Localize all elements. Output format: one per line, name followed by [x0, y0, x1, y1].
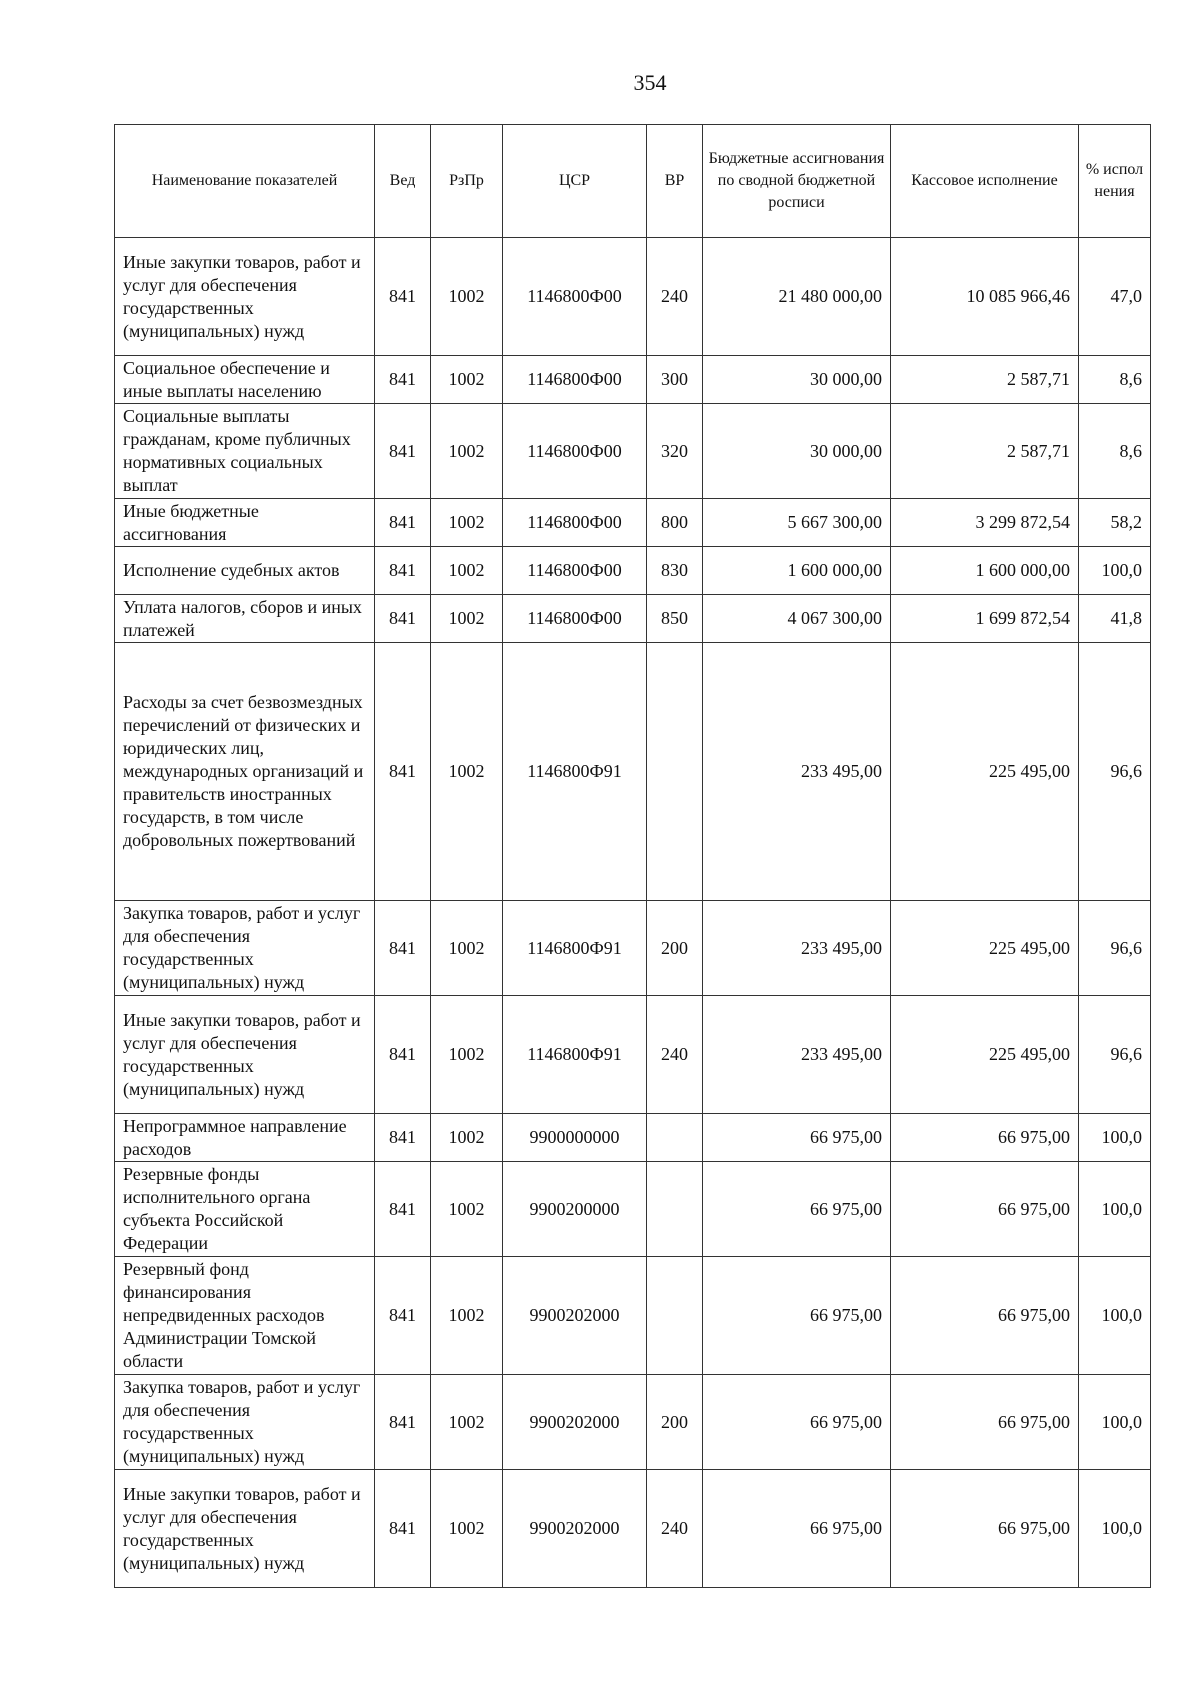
budget-execution-table	[114, 124, 1151, 1588]
cell-budget: 233 495,00	[703, 996, 891, 1114]
header-budget: Бюджетные ассигнования по сводной бюджетной росписи	[703, 125, 891, 238]
cell-percent: 8,6	[1079, 356, 1151, 404]
cell-ved: 841	[375, 643, 431, 901]
cell-budget: 66 975,00	[703, 1375, 891, 1470]
table-row	[115, 901, 1151, 996]
cell-name: Иные закупки товаров, работ и услуг для обеспечения государственных (муниципальных) нужд	[115, 996, 375, 1114]
cell-percent: 100,0	[1079, 547, 1151, 595]
header-name: Наименование показателей	[115, 125, 375, 238]
cell-budget: 66 975,00	[703, 1257, 891, 1375]
cell-cash: 1 699 872,54	[891, 595, 1079, 643]
cell-percent: 96,6	[1079, 643, 1151, 901]
cell-cash: 66 975,00	[891, 1470, 1079, 1588]
cell-csr: 9900000000	[503, 1114, 647, 1162]
cell-percent: 100,0	[1079, 1470, 1151, 1588]
cell-percent: 58,2	[1079, 499, 1151, 547]
cell-rzpr: 1002	[431, 996, 503, 1114]
cell-rzpr: 1002	[431, 1162, 503, 1257]
cell-vr: 800	[647, 499, 703, 547]
cell-rzpr: 1002	[431, 499, 503, 547]
cell-budget: 233 495,00	[703, 643, 891, 901]
cell-name: Резервные фонды исполнительного органа субъекта Российской Федерации	[115, 1162, 375, 1257]
cell-percent: 100,0	[1079, 1375, 1151, 1470]
cell-name: Резервный фонд финансирования непредвиденных расходов Администрации Томской области	[115, 1257, 375, 1375]
cell-budget: 21 480 000,00	[703, 238, 891, 356]
cell-ved: 841	[375, 901, 431, 996]
cell-percent: 96,6	[1079, 901, 1151, 996]
cell-percent: 100,0	[1079, 1257, 1151, 1375]
cell-csr: 1146800Ф00	[503, 499, 647, 547]
cell-vr: 240	[647, 238, 703, 356]
table-row	[115, 356, 1151, 404]
cell-rzpr: 1002	[431, 238, 503, 356]
cell-csr: 1146800Ф00	[503, 595, 647, 643]
cell-ved: 841	[375, 404, 431, 499]
header-cash: Кассовое исполнение	[891, 125, 1079, 238]
cell-ved: 841	[375, 996, 431, 1114]
cell-name: Уплата налогов, сборов и иных платежей	[115, 595, 375, 643]
cell-budget: 30 000,00	[703, 356, 891, 404]
cell-vr	[647, 643, 703, 901]
cell-name: Иные закупки товаров, работ и услуг для обеспечения государственных (муниципальных) нужд	[115, 238, 375, 356]
cell-cash: 225 495,00	[891, 901, 1079, 996]
cell-name: Социальное обеспечение и иные выплаты населению	[115, 356, 375, 404]
table-row	[115, 1375, 1151, 1470]
cell-ved: 841	[375, 1162, 431, 1257]
table-row	[115, 643, 1151, 901]
table-row	[115, 238, 1151, 356]
cell-cash: 225 495,00	[891, 643, 1079, 901]
cell-vr: 850	[647, 595, 703, 643]
cell-ved: 841	[375, 1470, 431, 1588]
cell-percent: 41,8	[1079, 595, 1151, 643]
cell-budget: 4 067 300,00	[703, 595, 891, 643]
cell-cash: 66 975,00	[891, 1162, 1079, 1257]
cell-csr: 1146800Ф91	[503, 901, 647, 996]
cell-ved: 841	[375, 1114, 431, 1162]
table-row	[115, 1114, 1151, 1162]
cell-csr: 1146800Ф91	[503, 643, 647, 901]
cell-rzpr: 1002	[431, 1257, 503, 1375]
header-vr: ВР	[647, 125, 703, 238]
cell-vr	[647, 1257, 703, 1375]
cell-percent: 96,6	[1079, 996, 1151, 1114]
cell-cash: 66 975,00	[891, 1375, 1079, 1470]
cell-name: Исполнение судебных актов	[115, 547, 375, 595]
cell-csr: 9900200000	[503, 1162, 647, 1257]
cell-vr: 320	[647, 404, 703, 499]
cell-cash: 66 975,00	[891, 1114, 1079, 1162]
cell-ved: 841	[375, 356, 431, 404]
header-rzpr: РзПр	[431, 125, 503, 238]
cell-rzpr: 1002	[431, 901, 503, 996]
cell-name: Расходы за счет безвозмездных перечислений от физических и юридических лиц, международных организаций и правительств иностранных государств, в том числе добровольных пожертвований	[115, 643, 375, 901]
cell-vr: 240	[647, 1470, 703, 1588]
cell-budget: 233 495,00	[703, 901, 891, 996]
table-row	[115, 547, 1151, 595]
cell-rzpr: 1002	[431, 404, 503, 499]
cell-csr: 1146800Ф00	[503, 238, 647, 356]
cell-rzpr: 1002	[431, 643, 503, 901]
cell-csr: 1146800Ф00	[503, 547, 647, 595]
cell-percent: 47,0	[1079, 238, 1151, 356]
cell-budget: 66 975,00	[703, 1470, 891, 1588]
cell-vr: 240	[647, 996, 703, 1114]
cell-name: Непрограммное направление расходов	[115, 1114, 375, 1162]
cell-ved: 841	[375, 547, 431, 595]
cell-budget: 30 000,00	[703, 404, 891, 499]
cell-ved: 841	[375, 1257, 431, 1375]
cell-name: Иные бюджетные ассигнования	[115, 499, 375, 547]
cell-rzpr: 1002	[431, 356, 503, 404]
cell-cash: 3 299 872,54	[891, 499, 1079, 547]
cell-budget: 1 600 000,00	[703, 547, 891, 595]
cell-rzpr: 1002	[431, 595, 503, 643]
cell-cash: 2 587,71	[891, 356, 1079, 404]
cell-vr	[647, 1162, 703, 1257]
cell-name: Социальные выплаты гражданам, кроме публичных нормативных социальных выплат	[115, 404, 375, 499]
cell-name: Иные закупки товаров, работ и услуг для обеспечения государственных (муниципальных) нужд	[115, 1470, 375, 1588]
cell-name: Закупка товаров, работ и услуг для обеспечения государственных (муниципальных) нужд	[115, 901, 375, 996]
cell-ved: 841	[375, 595, 431, 643]
cell-cash: 225 495,00	[891, 996, 1079, 1114]
cell-cash: 2 587,71	[891, 404, 1079, 499]
cell-budget: 66 975,00	[703, 1162, 891, 1257]
cell-percent: 100,0	[1079, 1114, 1151, 1162]
cell-budget: 5 667 300,00	[703, 499, 891, 547]
cell-cash: 66 975,00	[891, 1257, 1079, 1375]
cell-csr: 9900202000	[503, 1470, 647, 1588]
cell-vr: 200	[647, 901, 703, 996]
cell-vr	[647, 1114, 703, 1162]
cell-vr: 830	[647, 547, 703, 595]
cell-percent: 8,6	[1079, 404, 1151, 499]
cell-budget: 66 975,00	[703, 1114, 891, 1162]
cell-rzpr: 1002	[431, 1375, 503, 1470]
cell-csr: 1146800Ф91	[503, 996, 647, 1114]
cell-cash: 1 600 000,00	[891, 547, 1079, 595]
table-row	[115, 996, 1151, 1114]
cell-ved: 841	[375, 238, 431, 356]
header-ved: Вед	[375, 125, 431, 238]
cell-percent: 100,0	[1079, 1162, 1151, 1257]
page-number: 354	[633, 70, 667, 95]
cell-rzpr: 1002	[431, 1470, 503, 1588]
header-percent: % испол нения	[1079, 125, 1151, 238]
table-row	[115, 1257, 1151, 1375]
cell-vr: 300	[647, 356, 703, 404]
cell-csr: 9900202000	[503, 1375, 647, 1470]
table-row	[115, 499, 1151, 547]
table-row	[115, 404, 1151, 499]
table-row	[115, 1470, 1151, 1588]
cell-csr: 1146800Ф00	[503, 356, 647, 404]
cell-cash: 10 085 966,46	[891, 238, 1079, 356]
table-row	[115, 1162, 1151, 1257]
cell-ved: 841	[375, 1375, 431, 1470]
table-header-row	[115, 125, 1151, 238]
cell-ved: 841	[375, 499, 431, 547]
table-row	[115, 595, 1151, 643]
cell-csr: 9900202000	[503, 1257, 647, 1375]
cell-name: Закупка товаров, работ и услуг для обеспечения государственных (муниципальных) нужд	[115, 1375, 375, 1470]
cell-rzpr: 1002	[431, 547, 503, 595]
cell-vr: 200	[647, 1375, 703, 1470]
cell-csr: 1146800Ф00	[503, 404, 647, 499]
header-csr: ЦСР	[503, 125, 647, 238]
cell-rzpr: 1002	[431, 1114, 503, 1162]
